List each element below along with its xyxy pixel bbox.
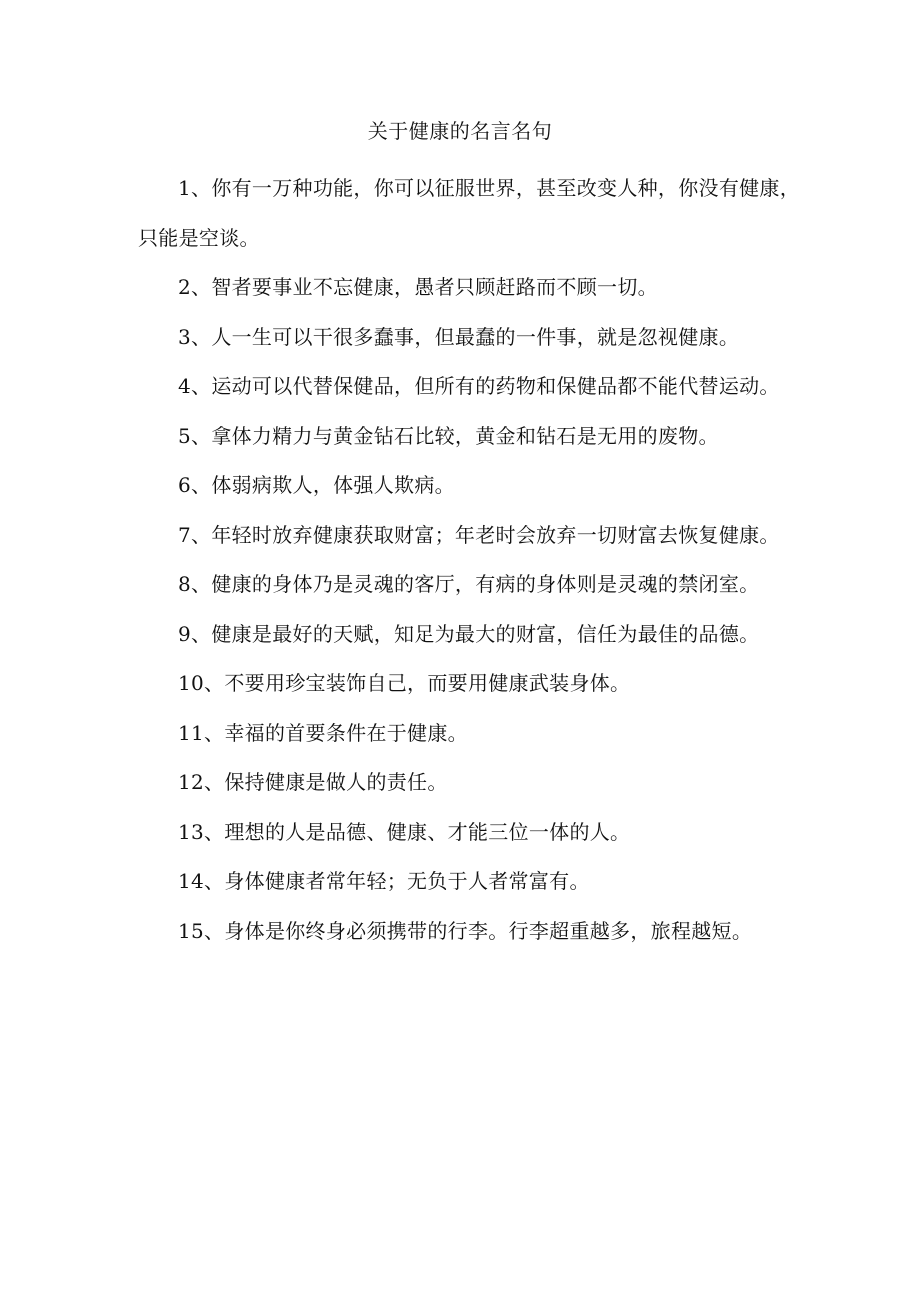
quote-item: 1、你有一万种功能，你可以征服世界，甚至改变人种，你没有健康，只能是空谈。 [138,176,801,250]
quote-item: 10、不要用珍宝装饰自己，而要用健康武装身体。 [178,671,631,695]
quote-item: 2、智者要事业不忘健康，愚者只顾赶路而不顾一切。 [178,275,658,299]
quote-item: 6、体弱病欺人，体强人欺病。 [178,473,455,497]
quote-item: 9、健康是最好的天赋，知足为最大的财富，信任为最佳的品德。 [178,621,760,646]
document-title: 关于健康的名言名句 [367,119,553,143]
quote-item: 11、幸福的首要条件在于健康。 [178,720,468,745]
quote-item: 4、运动可以代替保健品，但所有的药物和保健品都不能代替运动。 [178,374,780,398]
quote-item: 15、身体是你终身必须携带的行李。行李超重越多，旅程越短。 [178,918,753,943]
quote-item: 5、拿体力精力与黄金钻石比较，黄金和钻石是无用的废物。 [178,423,719,448]
quote-item: 7、年轻时放弃健康获取财富；年老时会放弃一切财富去恢复健康。 [178,522,780,547]
quote-item: 8、健康的身体乃是灵魂的客厅，有病的身体则是灵魂的禁闭室。 [178,572,760,596]
quote-item: 14、身体健康者常年轻；无负于人者常富有。 [178,869,590,893]
quote-item: 3、人一生可以干很多蠢事，但最蠢的一件事，就是忽视健康。 [178,324,740,349]
quote-list [138,164,808,956]
quote-item: 13、理想的人是品德、健康、才能三位一体的人。 [178,819,631,844]
quote-item: 12、保持健康是做人的责任。 [178,770,448,794]
